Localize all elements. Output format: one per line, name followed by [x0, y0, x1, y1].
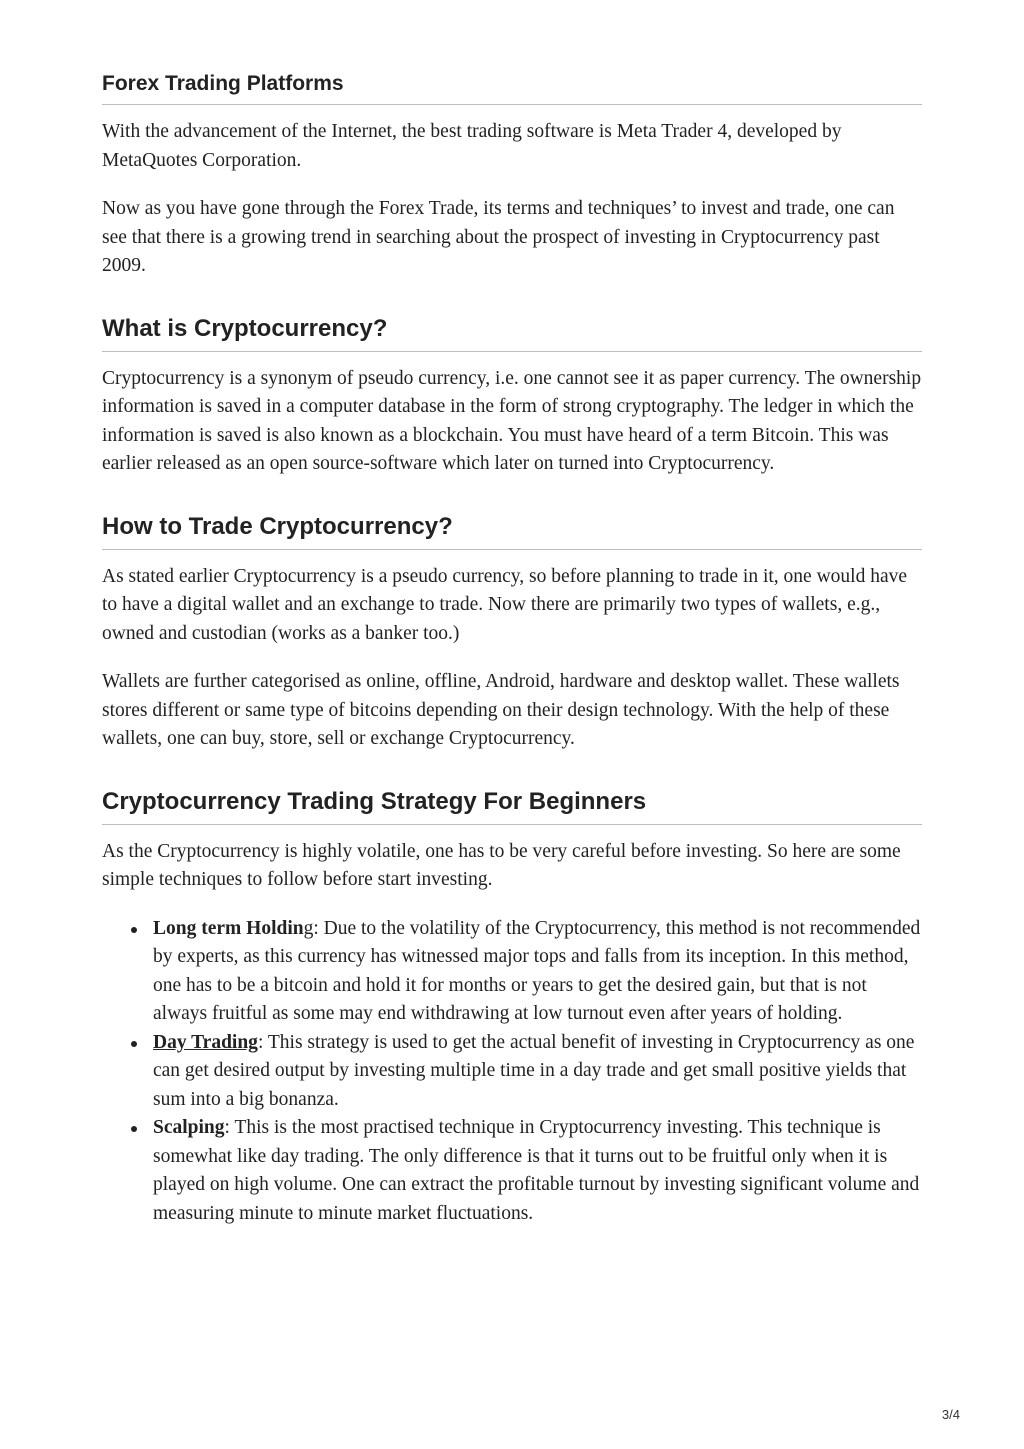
paragraph-forex-trend: Now as you have gone through the Forex Trade, its terms and techniques’ to invest and trade, one can see that there is a growing trend in searching about the prospect of investing in Cryptocurrency past 2009. — [102, 198, 895, 276]
term-tail: g — [303, 917, 314, 939]
heading-what-is-cryptocurrency: What is Cryptocurrency? — [102, 314, 922, 352]
heading-trading-strategy: Cryptocurrency Trading Strategy For Beginners — [102, 787, 922, 825]
paragraph-crypto-definition: Cryptocurrency is a synonym of pseudo currency, i.e. one cannot see it as paper currency. The ownership information is saved in a computer database in the form of strong cryptography. The ledger in which the information is saved is also known as a blockchain. You must have heard of a term Bitcoin. This was earlier released as an open source-software which later on turned into Cryptocurrency. — [102, 367, 922, 474]
strategy-list — [102, 915, 922, 1229]
term-long-term-holding: Long term Holdin — [153, 917, 304, 939]
day-trading-link[interactable]: Day Trading — [153, 1031, 258, 1053]
paragraph-forex-platforms: With the advancement of the Internet, the best trading software is Meta Trader 4, developed by MetaQuotes Corporation. — [102, 121, 842, 171]
term-scalping: Scalping — [153, 1117, 225, 1138]
list-item-day-trading — [153, 1029, 922, 1115]
page-number: 3/4 — [941, 1407, 960, 1422]
list-item-long-term-holding — [153, 915, 922, 1029]
paragraph-trade-wallets: As stated earlier Cryptocurrency is a pseudo currency, so before planning to trade in it, one would have to have a digital wallet and an exchange to trade. Now there are primarily two types of wallets, e.g., owned and custodian (works as a banker too.) — [102, 565, 908, 644]
heading-how-to-trade: How to Trade Cryptocurrency? — [102, 512, 922, 550]
list-item-text: : This strategy is used to get the actual benefit of investing in Cryptocurrency as one can get desired output by investing multiple time in a day trade and get small positive yields that sum into a big bonanza. — [153, 1031, 915, 1110]
heading-forex-trading-platforms: Forex Trading Platforms — [102, 70, 922, 105]
list-item-scalping — [153, 1114, 922, 1228]
paragraph-wallet-categories: Wallets are further categorised as online, offline, Android, hardware and desktop wallet. These wallets stores different or same type of bitcoins depending on their design technology. With the help of these wallets, one can buy, store, sell or exchange Cryptocurrency. — [102, 671, 900, 749]
list-item-text: : Due to the volatility of the Cryptocurrency, this method is not recommended by experts, as this currency has witnessed major tops and falls from its inception. In this method, one has to be a bitcoin and hold it for months or years to get the desired gain, but that is not always fruitful as some may end withdrawing at low turnout even after years of holding. — [153, 917, 921, 1024]
article-content — [102, 70, 922, 1228]
paragraph-strategy-intro: As the Cryptocurrency is highly volatile, one has to be very careful before investing. So here are some simple techniques to follow before start investing. — [102, 840, 901, 890]
list-item-text: : This is the most practised technique in Cryptocurrency investing. This technique is somewhat like day trading. The only difference is that it turns out to be fruitful only when it is played on high volume. One can extract the profitable turnout by investing significant volume and measuring minute to minute market fluctuations. — [153, 1117, 920, 1224]
